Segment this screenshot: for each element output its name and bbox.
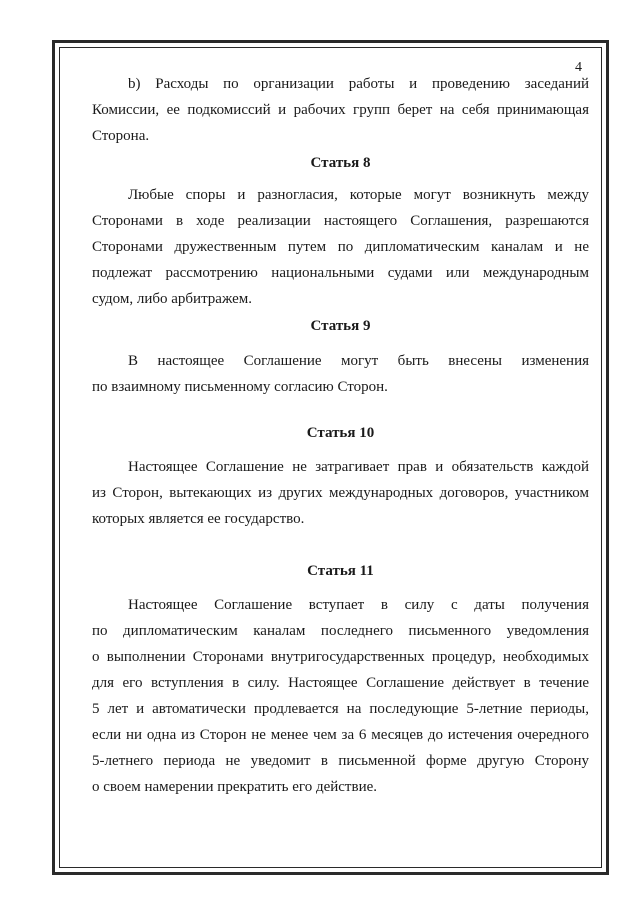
- article-11-paragraph: [92, 592, 589, 800]
- paragraph-line: судом, либо арбитражем.: [92, 291, 253, 307]
- article-10-heading: Статья 10: [306, 425, 375, 441]
- article-10-paragraph: [92, 454, 589, 532]
- article-9-heading: Статья 9: [310, 318, 371, 334]
- paragraph-line: В настоящее Соглашение могут быть внесены изменения: [128, 353, 589, 369]
- paragraph-line: если ни одна из Сторон не менее чем за 6 месяцев до истечения очередного: [92, 727, 589, 743]
- paragraph-line: Сторонами в ходе реализации настоящего Соглашения, разрешаются: [92, 213, 589, 229]
- paragraph-line: подлежат рассмотрению национальными судами или международным: [92, 265, 589, 281]
- paragraph-line: 5 лет и автоматически продлевается на последующие 5-летние периоды,: [92, 701, 589, 717]
- article-8-paragraph: [92, 182, 589, 312]
- paragraph-line: Настоящее Соглашение вступает в силу с даты получения: [128, 597, 589, 613]
- paragraph-line: которых является ее государство.: [92, 511, 305, 527]
- page-number: 4: [575, 60, 582, 75]
- paragraph-line: Комиссии, ее подкомиссий и рабочих групп берет на себя принимающая: [92, 102, 589, 118]
- article-9-paragraph: [92, 348, 589, 400]
- paragraph-line: Сторонами дружественным путем по дипломатическим каналам и не: [92, 239, 589, 255]
- paragraph-line: Любые споры и разногласия, которые могут возникнуть между: [128, 187, 589, 203]
- paragraph-line: 5-летнего периода не уведомит в письменной форме другую Сторону: [92, 753, 589, 769]
- paragraph-line: Сторона.: [92, 128, 150, 144]
- paragraph-line: о своем намерении прекратить его действие.: [92, 779, 377, 795]
- paragraph-line: b) Расходы по организации работы и проведению заседаний: [128, 76, 589, 92]
- paragraph-line: по взаимному письменному согласию Сторон.: [92, 379, 388, 395]
- article-11-heading: Статья 11: [307, 563, 374, 579]
- intro-paragraph: [92, 71, 589, 149]
- paragraph-line: по дипломатическим каналам последнего письменного уведомления: [92, 623, 589, 639]
- paragraph-line: о выполнении Сторонами внутригосударственных процедур, необходимых: [92, 649, 589, 665]
- paragraph-line: для его вступления в силу. Настоящее Соглашение действует в течение: [92, 675, 589, 691]
- paragraph-line: из Сторон, вытекающих из других международных договоров, участником: [92, 485, 589, 501]
- article-8-heading: Статья 8: [310, 155, 371, 171]
- paragraph-line: Настоящее Соглашение не затрагивает прав и обязательств каждой: [128, 459, 589, 475]
